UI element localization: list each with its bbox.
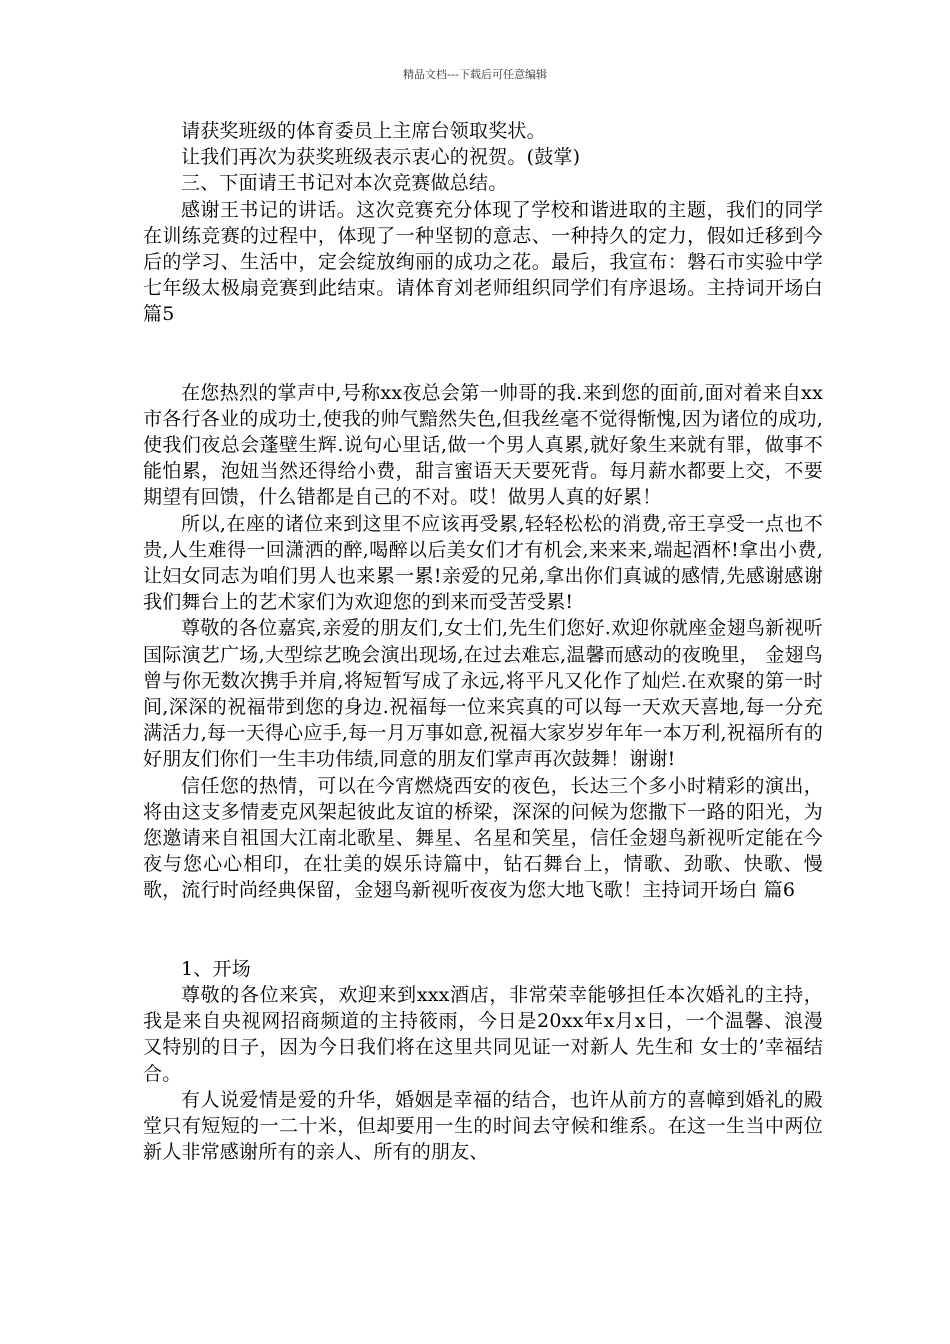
section-gap bbox=[143, 904, 823, 956]
paragraph: 尊敬的各位嘉宾,亲爱的朋友们,女士们,先生们您好.欢迎你就座金翅鸟新视听国际演艺广场,大型综艺晚会演出现场,在过去难忘,温馨而感动的夜晚里， 金翅鸟曾与你无数次携手并肩,将短暂写成了永远,将平凡又化作了灿烂.在欢聚的第一时间,深深的祝福带到您的身边.祝福每一位来宾真的可以每一天欢天喜地,每一分充满活力,每一天得心应手,每一月万事如意,祝福大家岁岁年年一本万利,祝福所有的好朋友们你们一生丰功伟绩,同意的朋友们掌声再次鼓舞！谢谢! bbox=[143, 617, 823, 771]
paragraph: 有人说爱情是爱的升华，婚姻是幸福的结合，也许从前方的喜幛到婚礼的殿堂只有短短的一二十米，但却要用一生的时间去守候和维系。在这一生当中两位新人非常感谢所有的亲人、所有的朋友、 bbox=[143, 1088, 823, 1164]
page-header: 精品文档---下载后可任意编辑 bbox=[403, 68, 547, 81]
paragraph: 让我们再次为获奖班级表示衷心的祝贺。(鼓掌) bbox=[181, 146, 581, 169]
paragraph: 三、下面请王书记对本次竞赛做总结。 bbox=[181, 172, 508, 195]
paragraph: 感谢王书记的讲话。这次竞赛充分体现了学校和谐进取的主题，我们的同学在训练竞赛的过程中，体现了一种坚韧的意志、一种持久的定力，假如迁移到今后的学习、生活中，定会绽放绚丽的成功之花。最后，我宣布：磐石市实验中学七年级太极扇竞赛到此结束。请体育刘老师组织同学们有序退场。主持词开场白 篇5 bbox=[143, 198, 823, 326]
paragraph: 信任您的热情，可以在今宵燃烧西安的夜色，长达三个多小时精彩的演出，将由这支多情麦克风架起彼此友谊的桥梁，深深的问候为您撒下一路的阳光，为您邀请来自祖国大江南北歌星、舞星、名星和笑星，信任金翅鸟新视听定能在今夜与您心心相印，在壮美的娱乐诗篇中，钻石舞台上，情歌、劲歌、快歌、慢歌，流行时尚经典保留，金翅鸟新视听夜夜为您大地飞歌！主持词开场白 篇6 bbox=[143, 774, 823, 902]
section-heading: 1、开场 bbox=[181, 957, 251, 980]
paragraph: 在您热烈的掌声中,号称xx夜总会第一帅哥的我.来到您的面前,面对着来自xx市各行各业的成功士,使我的帅气黯然失色,但我丝毫不觉得惭愧,因为诸位的成功,使我们夜总会蓬壁生辉.说句心里话,做一个男人真累,就好象生来就有罪，做事不能怕累，泡妞当然还得给小费，甜言蜜语天天要死背。每月薪水都要上交，不要期望有回馈，什么错都是自己的不对。哎！做男人真的好累！ bbox=[143, 381, 823, 509]
paragraph: 尊敬的各位来宾，欢迎来到xxx酒店，非常荣幸能够担任本次婚礼的主持，我是来自央视网招商频道的主持筱雨，今日是20xx年x月x日，一个温馨、浪漫又特别的日子，因为今日我们将在这里共同见证一对新人 先生和 女士的’幸福结合。 bbox=[143, 983, 823, 1085]
paragraph: 请获奖班级的体育委员上主席台领取奖状。 bbox=[181, 120, 546, 142]
section-gap bbox=[143, 328, 823, 380]
paragraph: 所以,在座的诸位来到这里不应该再受累,轻轻松松的消费,帝王享受一点也不贵,人生难得一回潇洒的醉,喝醉以后美女们才有机会,来来来,端起酒杯!拿出小费,让妇女同志为咱们男人也来累一累!亲爱的兄弟,拿出你们真诚的感情,先感谢感谢我们舞台上的艺术家们为欢迎您的到来而受苦受累! bbox=[143, 512, 823, 614]
document-body bbox=[143, 118, 823, 1165]
